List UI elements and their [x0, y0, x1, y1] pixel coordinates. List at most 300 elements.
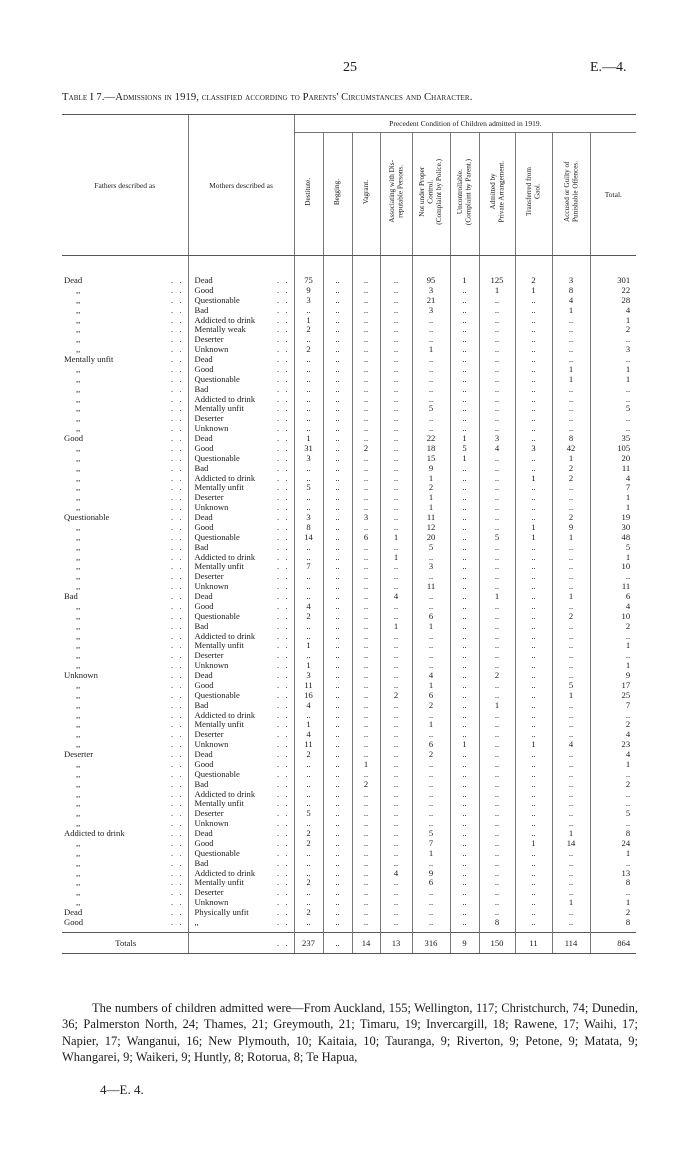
table-row [62, 740, 636, 750]
father-cell [62, 513, 188, 523]
row-total-cell: 1 [590, 316, 636, 326]
value-cell: .. [515, 671, 552, 681]
value-cell: .. [552, 780, 590, 790]
value-cell: .. [323, 681, 352, 691]
row-total-cell: 10 [590, 612, 636, 622]
value-cell: 1 [552, 375, 590, 385]
value-cell: .. [479, 404, 515, 414]
value-cell: .. [450, 869, 479, 879]
value-cell: .. [323, 414, 352, 424]
leader-dots: . . [277, 601, 290, 611]
value-cell: .. [412, 355, 450, 365]
value-cell: .. [412, 335, 450, 345]
mother-cell [188, 898, 294, 908]
value-cell: .. [515, 859, 552, 869]
row-total-cell: 11 [590, 464, 636, 474]
value-cell: .. [552, 404, 590, 414]
value-cell: .. [352, 839, 380, 849]
leader-dots: . . [171, 295, 184, 305]
row-total-cell: .. [590, 859, 636, 869]
row-total-cell: 30 [590, 523, 636, 533]
table-row [62, 612, 636, 622]
value-cell: .. [380, 335, 412, 345]
leader-dots: . . [171, 493, 184, 503]
leader-dots: . . [171, 641, 184, 651]
value-cell: .. [515, 888, 552, 898]
row-total-cell: 105 [590, 444, 636, 454]
total-header: Total. [590, 133, 636, 256]
value-cell: .. [552, 888, 590, 898]
mother-cell [188, 454, 294, 464]
leader-dots: . . [171, 592, 184, 602]
table-row [62, 325, 636, 335]
mother-label: Good [194, 759, 214, 769]
value-cell: .. [479, 414, 515, 424]
leader-dots: . . [277, 779, 290, 789]
value-cell: .. [515, 543, 552, 553]
father-cell [62, 355, 188, 365]
mother-label: Bad [194, 384, 209, 394]
mother-label: Mentally unfit [194, 641, 244, 651]
father-ditto: ,, [76, 848, 81, 858]
leader-dots: . . [171, 809, 184, 819]
value-cell: .. [450, 799, 479, 809]
table-row [62, 414, 636, 424]
value-cell: .. [380, 651, 412, 661]
value-cell: .. [515, 701, 552, 711]
value-cell: .. [352, 325, 380, 335]
father-cell [62, 829, 188, 839]
father-cell [62, 404, 188, 414]
father-label: Questionable [64, 513, 110, 523]
mother-cell [188, 691, 294, 701]
mother-cell [188, 740, 294, 750]
leader-dots: . . [171, 621, 184, 631]
father-cell [62, 780, 188, 790]
father-ditto: ,, [76, 305, 81, 315]
value-cell: .. [323, 839, 352, 849]
value-cell: .. [479, 770, 515, 780]
leader-dots: . . [171, 552, 184, 562]
row-total-cell: 17 [590, 681, 636, 691]
value-cell: .. [352, 809, 380, 819]
value-cell: .. [323, 493, 352, 503]
mother-label: Addicted to drink [194, 789, 256, 799]
value-cell: .. [323, 809, 352, 819]
value-cell: .. [515, 651, 552, 661]
father-cell [62, 849, 188, 859]
value-cell: .. [450, 691, 479, 701]
value-cell: .. [412, 553, 450, 563]
mother-cell [188, 345, 294, 355]
value-cell: .. [552, 661, 590, 671]
mother-label: Mentally unfit [194, 878, 244, 888]
value-cell: .. [479, 809, 515, 819]
mother-cell [188, 809, 294, 819]
leader-dots: . . [171, 473, 184, 483]
value-cell: .. [352, 671, 380, 681]
value-cell: .. [352, 434, 380, 444]
leader-dots: . . [171, 522, 184, 532]
value-cell: .. [515, 770, 552, 780]
value-cell: .. [552, 582, 590, 592]
value-cell: .. [450, 365, 479, 375]
father-ditto: ,, [76, 453, 81, 463]
row-total-cell: 23 [590, 740, 636, 750]
value-cell: .. [450, 335, 479, 345]
value-cell: .. [479, 483, 515, 493]
value-cell: .. [323, 878, 352, 888]
value-cell: .. [515, 365, 552, 375]
value-cell: .. [515, 503, 552, 513]
total-value-cell: .. [323, 932, 352, 953]
table-row [62, 404, 636, 414]
mother-cell [188, 829, 294, 839]
value-cell: .. [352, 720, 380, 730]
value-cell: .. [380, 572, 412, 582]
mother-label: Good [194, 522, 214, 532]
value-cell: .. [515, 316, 552, 326]
leader-dots: . . [171, 532, 184, 542]
leader-dots: . . [277, 424, 290, 434]
value-cell: .. [412, 898, 450, 908]
father-cell [62, 908, 188, 918]
value-cell: 3 [412, 286, 450, 296]
mother-label: Good [194, 601, 214, 611]
value-cell: .. [515, 483, 552, 493]
value-cell: .. [479, 365, 515, 375]
value-cell: 6 [412, 691, 450, 701]
fathers-header: Fathers described as [62, 115, 188, 256]
table-row [62, 543, 636, 553]
value-cell: 5 [294, 483, 323, 493]
value-cell: .. [323, 355, 352, 365]
value-cell: .. [412, 711, 450, 721]
leader-dots: . . [277, 700, 290, 710]
mother-cell [188, 286, 294, 296]
page-number: 25 [343, 60, 357, 75]
value-cell: .. [479, 464, 515, 474]
value-cell: .. [294, 592, 323, 602]
father-cell [62, 483, 188, 493]
table-row [62, 651, 636, 661]
row-total-cell: 8 [590, 829, 636, 839]
value-cell: .. [479, 740, 515, 750]
father-cell [62, 839, 188, 849]
value-cell: .. [323, 869, 352, 879]
leader-dots: . . [277, 355, 290, 365]
mother-label: Dead [194, 592, 213, 602]
father-ditto: ,, [76, 799, 81, 809]
row-total-cell: 10 [590, 562, 636, 572]
value-cell: .. [380, 908, 412, 918]
value-cell: .. [515, 434, 552, 444]
row-total-cell: 6 [590, 592, 636, 602]
mother-label: Addicted to drink [194, 315, 256, 325]
mother-label: Questionable [194, 453, 240, 463]
value-cell: .. [323, 898, 352, 908]
father-cell [62, 296, 188, 306]
value-cell: .. [479, 385, 515, 395]
mother-label: Deserter [194, 809, 224, 819]
value-cell: 1 [412, 849, 450, 859]
mother-label: Mentally unfit [194, 483, 244, 493]
value-cell: .. [479, 641, 515, 651]
value-cell: .. [352, 355, 380, 365]
father-ditto: ,, [76, 730, 81, 740]
father-label: Dead [64, 275, 83, 286]
table-row [62, 720, 636, 730]
value-cell: .. [352, 711, 380, 721]
father-ditto: ,, [76, 335, 81, 345]
table-row [62, 750, 636, 760]
table-row [62, 523, 636, 533]
leader-dots: . . [277, 671, 290, 681]
value-cell: .. [352, 622, 380, 632]
value-cell: .. [450, 483, 479, 493]
mother-label: Good [194, 285, 214, 295]
value-cell: 1 [294, 661, 323, 671]
value-cell: .. [515, 829, 552, 839]
value-cell: .. [412, 799, 450, 809]
value-cell: .. [412, 414, 450, 424]
father-ditto: ,, [76, 838, 81, 848]
value-cell: 2 [352, 444, 380, 454]
column-header [552, 133, 590, 256]
row-total-cell: 301 [590, 256, 636, 286]
value-cell: 20 [412, 533, 450, 543]
father-ditto: ,, [76, 858, 81, 868]
father-cell [62, 622, 188, 632]
value-cell: .. [412, 908, 450, 918]
father-cell [62, 375, 188, 385]
mother-cell [188, 661, 294, 671]
value-cell: 11 [412, 513, 450, 523]
value-cell: .. [352, 849, 380, 859]
value-cell: .. [323, 503, 352, 513]
value-cell: .. [450, 849, 479, 859]
leader-dots: . . [171, 503, 184, 513]
value-cell: .. [412, 395, 450, 405]
value-cell: 3 [294, 671, 323, 681]
table-row [62, 780, 636, 790]
value-cell: .. [552, 641, 590, 651]
value-cell: .. [515, 750, 552, 760]
value-cell: .. [450, 553, 479, 563]
value-cell: 1 [552, 533, 590, 543]
father-ditto: ,, [76, 572, 81, 582]
value-cell: .. [352, 345, 380, 355]
mother-label: Bad [194, 621, 209, 631]
mother-cell [188, 819, 294, 829]
value-cell: .. [380, 671, 412, 681]
table-row [62, 908, 636, 918]
father-ditto: ,, [76, 325, 81, 335]
leader-dots: . . [171, 651, 184, 661]
value-cell: .. [380, 839, 412, 849]
mother-cell [188, 414, 294, 424]
leader-dots: . . [277, 572, 290, 582]
admissions-table [62, 114, 636, 954]
leader-dots: . . [171, 424, 184, 434]
value-cell: 5 [479, 533, 515, 543]
value-cell: .. [323, 513, 352, 523]
leader-dots: . . [171, 384, 184, 394]
value-cell: 2 [515, 256, 552, 286]
value-cell: .. [352, 493, 380, 503]
value-cell: 1 [552, 898, 590, 908]
value-cell: .. [450, 839, 479, 849]
value-cell: .. [450, 711, 479, 721]
father-cell [62, 395, 188, 405]
value-cell: .. [450, 464, 479, 474]
value-cell: .. [412, 592, 450, 602]
value-cell: .. [479, 325, 515, 335]
leader-dots: . . [171, 483, 184, 493]
mother-label: Bad [194, 700, 209, 710]
value-cell: 9 [412, 869, 450, 879]
value-cell: .. [294, 651, 323, 661]
value-cell: .. [450, 493, 479, 503]
value-cell: .. [294, 385, 323, 395]
value-cell: .. [450, 404, 479, 414]
column-header-label: Accused or Guilty of Punishable Offences. [562, 161, 579, 223]
value-cell: .. [294, 464, 323, 474]
value-cell: .. [352, 483, 380, 493]
leader-dots: . . [171, 572, 184, 582]
value-cell: .. [552, 651, 590, 661]
value-cell: 4 [380, 869, 412, 879]
mother-label: Questionable [194, 848, 240, 858]
father-cell [62, 750, 188, 760]
value-cell: .. [380, 859, 412, 869]
row-total-cell: .. [590, 424, 636, 434]
value-cell: .. [380, 661, 412, 671]
table-row [62, 701, 636, 711]
value-cell: .. [294, 395, 323, 405]
value-cell: 9 [552, 523, 590, 533]
value-cell: .. [450, 424, 479, 434]
value-cell: .. [450, 888, 479, 898]
mother-cell [188, 720, 294, 730]
leader-dots: . . [171, 868, 184, 878]
column-header-label: Transferred from Gaol. [525, 167, 542, 217]
father-ditto: ,, [76, 483, 81, 493]
value-cell: 4 [412, 671, 450, 681]
value-cell: .. [380, 464, 412, 474]
value-cell: .. [323, 641, 352, 651]
leader-dots: . . [277, 641, 290, 651]
row-total-cell: .. [590, 770, 636, 780]
value-cell: .. [380, 760, 412, 770]
value-cell: .. [323, 760, 352, 770]
value-cell: 1 [412, 493, 450, 503]
value-cell: .. [450, 908, 479, 918]
leader-dots: . . [171, 789, 184, 799]
father-ditto: ,, [76, 443, 81, 453]
mother-label: Dead [194, 829, 213, 839]
value-cell: .. [352, 572, 380, 582]
value-cell: .. [515, 296, 552, 306]
value-cell: .. [323, 404, 352, 414]
value-cell: .. [450, 533, 479, 543]
mother-cell [188, 375, 294, 385]
table-row [62, 799, 636, 809]
value-cell: 2 [352, 780, 380, 790]
value-cell: .. [479, 829, 515, 839]
row-total-cell: 1 [590, 493, 636, 503]
value-cell: .. [515, 661, 552, 671]
value-cell: .. [412, 859, 450, 869]
father-ditto: ,, [76, 621, 81, 631]
mother-cell [188, 434, 294, 444]
father-ditto: ,, [76, 414, 81, 424]
value-cell: .. [515, 454, 552, 464]
value-cell: .. [552, 395, 590, 405]
mother-label: Questionable [194, 611, 240, 621]
value-cell: .. [323, 740, 352, 750]
value-cell: .. [323, 908, 352, 918]
value-cell: .. [515, 809, 552, 819]
leader-dots: . . [277, 690, 290, 700]
value-cell: .. [412, 790, 450, 800]
table-row [62, 345, 636, 355]
value-cell: .. [380, 701, 412, 711]
value-cell: .. [323, 750, 352, 760]
value-cell: 2 [552, 513, 590, 523]
leader-dots: . . [277, 345, 290, 355]
value-cell: .. [294, 572, 323, 582]
column-header [515, 133, 552, 256]
value-cell: .. [352, 316, 380, 326]
value-cell: .. [323, 888, 352, 898]
mother-label: Dead [194, 355, 213, 365]
value-cell: 125 [479, 256, 515, 286]
value-cell: 1 [552, 691, 590, 701]
value-cell: .. [352, 730, 380, 740]
father-cell [62, 464, 188, 474]
father-label: Mentally unfit [64, 355, 114, 365]
value-cell: 1 [515, 474, 552, 484]
row-total-cell: .. [590, 651, 636, 661]
mother-label: Physically unfit [194, 908, 249, 918]
value-cell: .. [515, 632, 552, 642]
father-label: Bad [64, 592, 78, 602]
value-cell: .. [450, 513, 479, 523]
value-cell: .. [479, 651, 515, 661]
value-cell: .. [323, 720, 352, 730]
value-cell: 1 [479, 592, 515, 602]
leader-dots: . . [171, 769, 184, 779]
value-cell: .. [450, 809, 479, 819]
mother-cell [188, 424, 294, 434]
leader-dots: . . [277, 434, 290, 444]
value-cell: 2 [412, 701, 450, 711]
table-row [62, 829, 636, 839]
leader-dots: . . [171, 611, 184, 621]
value-cell: 9 [412, 464, 450, 474]
table-row [62, 444, 636, 454]
value-cell: .. [479, 503, 515, 513]
value-cell: .. [479, 760, 515, 770]
value-cell: 1 [412, 503, 450, 513]
leader-dots: . . [171, 779, 184, 789]
value-cell: .. [352, 523, 380, 533]
father-label: Deserter [64, 750, 94, 760]
mother-label: Deserter [194, 414, 224, 424]
father-cell [62, 770, 188, 780]
row-total-cell: 19 [590, 513, 636, 523]
